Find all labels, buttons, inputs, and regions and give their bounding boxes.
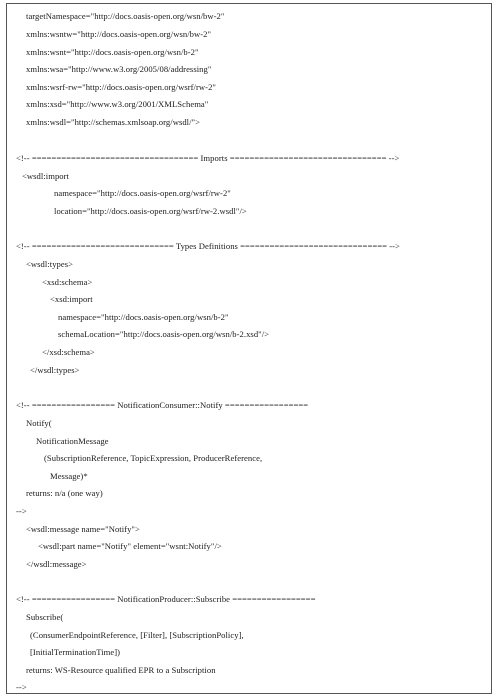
- code-line: xmlns:xsd="http://www.w3.org/2001/XMLSchema": [26, 99, 209, 109]
- code-line: <wsdl:types>: [26, 259, 74, 269]
- comment-types: <!-- ============================= Types Definitions ============================== -->: [16, 241, 400, 251]
- comment-subscribe: <!-- ================= NotificationProducer::Subscribe =================: [16, 594, 316, 604]
- code-line: location="http://docs.oasis-open.org/wsrf/rw-2.wsdl"/>: [54, 206, 247, 216]
- code-line: schemaLocation="http://docs.oasis-open.org/wsn/b-2.xsd"/>: [58, 329, 270, 339]
- code-line: xmlns:wsa="http://www.w3.org/2005/08/addressing": [26, 64, 212, 74]
- code-line: <wsdl:import: [22, 171, 69, 181]
- code-line: (ConsumerEndpointReference, [Filter], [SubscriptionPolicy],: [30, 630, 244, 640]
- code-line: returns: WS-Resource qualified EPR to a Subscription: [26, 665, 216, 675]
- code-line: xmlns:wsnt="http://docs.oasis-open.org/wsn/b-2": [26, 47, 199, 57]
- code-line: namespace="http://docs.oasis-open.org/wsn/b-2": [58, 312, 229, 322]
- code-line: </wsdl:message>: [26, 559, 87, 569]
- code-line: <xsd:schema>: [42, 277, 93, 287]
- code-line: </xsd:schema>: [42, 347, 95, 357]
- code-line: namespace="http://docs.oasis-open.org/wsrf/rw-2": [54, 188, 231, 198]
- code-line: xmlns:wsntw="http://docs.oasis-open.org/wsn/bw-2": [26, 29, 212, 39]
- code-line: targetNamespace="http://docs.oasis-open.org/wsn/bw-2": [26, 11, 225, 21]
- code-line: <xsd:import: [50, 294, 93, 304]
- code-line: xmlns:wsrf-rw="http://docs.oasis-open.org/wsrf/rw-2": [26, 82, 216, 92]
- code-line: Message)*: [50, 471, 88, 481]
- code-line: </wsdl:types>: [30, 365, 80, 375]
- code-line: returns: n/a (one way): [26, 488, 103, 498]
- comment-imports: <!-- ================================== Imports ================================ -->: [16, 153, 400, 163]
- code-line: <wsdl:message name="Notify">: [26, 524, 140, 534]
- code-line: NotificationMessage: [36, 436, 109, 446]
- code-line: <wsdl:part name="Notify" element="wsnt:Notify"/>: [38, 541, 222, 551]
- code-line: [InitialTerminationTime]): [30, 647, 121, 657]
- code-line: -->: [16, 683, 27, 691]
- code-line: Notify(: [26, 418, 52, 428]
- code-line: -->: [16, 506, 27, 516]
- comment-notify: <!-- ================= NotificationConsumer::Notify =================: [16, 400, 309, 410]
- code-line: (SubscriptionReference, TopicExpression, ProducerReference,: [44, 453, 263, 463]
- code-line: xmlns:wsdl="http://schemas.xmlsoap.org/wsdl/">: [26, 117, 201, 127]
- code-line: Subscribe(: [26, 612, 64, 622]
